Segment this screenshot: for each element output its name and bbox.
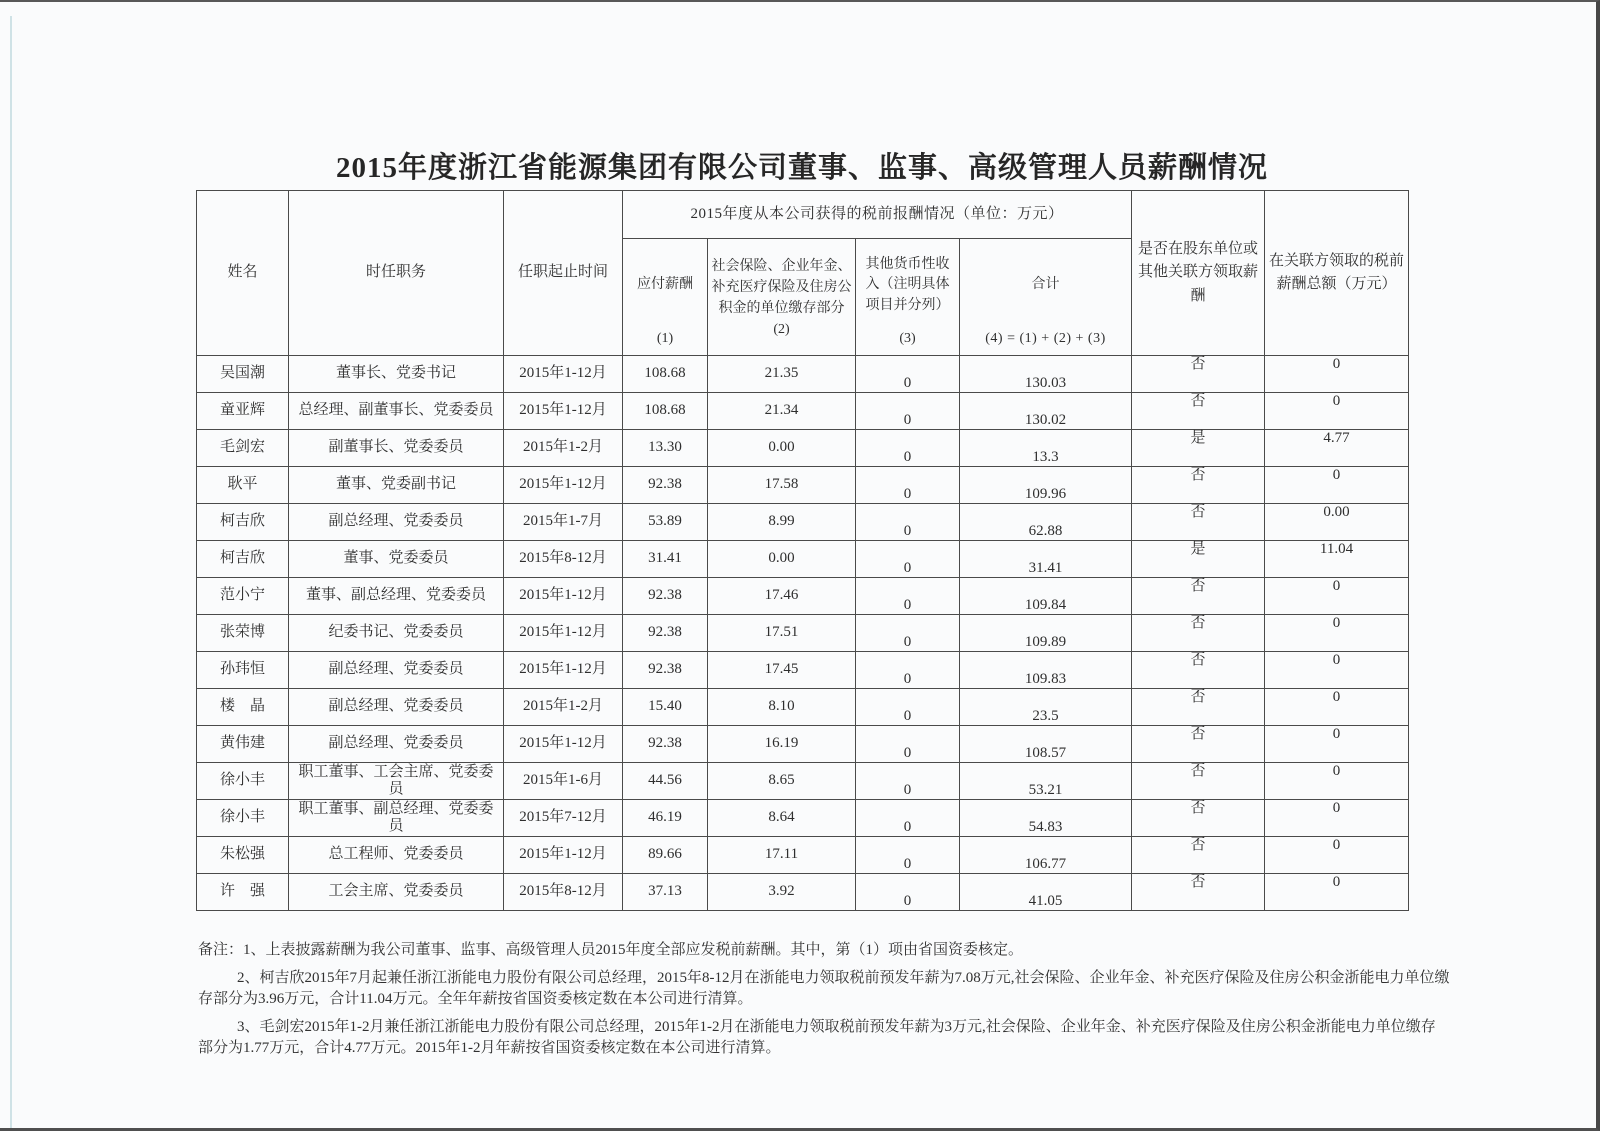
cell-related-party-amount: 0 bbox=[1265, 800, 1409, 837]
cell-term: 2015年1-12月 bbox=[504, 615, 623, 652]
cell-related-party-amount: 0 bbox=[1265, 652, 1409, 689]
cell-position: 董事长、党委书记 bbox=[289, 356, 504, 393]
cell-total: 54.83 bbox=[960, 800, 1132, 837]
table-row bbox=[197, 541, 1409, 578]
cell-term: 2015年1-6月 bbox=[504, 763, 623, 800]
cell-position: 副总经理、党委委员 bbox=[289, 652, 504, 689]
cell-payable-salary: 108.68 bbox=[623, 393, 708, 430]
cell-insurance-contribution: 8.64 bbox=[708, 800, 856, 837]
cell-total: 130.03 bbox=[960, 356, 1132, 393]
cell-other-income: 0 bbox=[856, 578, 960, 615]
header-position: 时任职务 bbox=[289, 191, 504, 356]
cell-term: 2015年1-2月 bbox=[504, 689, 623, 726]
table-row bbox=[197, 615, 1409, 652]
cell-insurance-contribution: 17.51 bbox=[708, 615, 856, 652]
cell-insurance-contribution: 8.10 bbox=[708, 689, 856, 726]
note-line-2: 2、柯吉欣2015年7月起兼任浙江浙能电力股份有限公司总经理，2015年8-12月在浙能电力领取税前预发年薪为7.08万元,社会保险、企业年金、补充医疗保险及住房公积金浙能电力单位缴存部分为3.96万元，合计11.04万元。全年年薪按省国资委核定数在本公司进行清算。 bbox=[198, 970, 1450, 1007]
cell-name: 许 强 bbox=[197, 874, 289, 911]
header-payable-num: (1) bbox=[656, 331, 674, 347]
cell-payable-salary: 46.19 bbox=[623, 800, 708, 837]
cell-term: 2015年1-12月 bbox=[504, 726, 623, 763]
cell-payable-salary: 37.13 bbox=[623, 874, 708, 911]
cell-term: 2015年1-12月 bbox=[504, 578, 623, 615]
note-line-1 bbox=[198, 940, 1450, 961]
cell-name: 范小宁 bbox=[197, 578, 289, 615]
cell-other-income: 0 bbox=[856, 763, 960, 800]
cell-name: 孙玮恒 bbox=[197, 652, 289, 689]
cell-other-income: 0 bbox=[856, 393, 960, 430]
cell-position: 总工程师、党委委员 bbox=[289, 837, 504, 874]
cell-term: 2015年1-12月 bbox=[504, 652, 623, 689]
cell-related-party-flag: 否 bbox=[1132, 726, 1265, 763]
cell-total: 109.89 bbox=[960, 615, 1132, 652]
cell-name: 张荣博 bbox=[197, 615, 289, 652]
cell-related-party-flag: 否 bbox=[1132, 504, 1265, 541]
cell-related-party-amount: 0 bbox=[1265, 763, 1409, 800]
header-payable-label: 应付薪酬 bbox=[637, 277, 693, 293]
note-text-1: 1、上表披露薪酬为我公司董事、监事、高级管理人员2015年度全部应发税前薪酬。其中，第（1）项由省国资委核定。 bbox=[243, 942, 1024, 958]
header-name: 姓名 bbox=[197, 191, 289, 356]
cell-position: 董事、党委委员 bbox=[289, 541, 504, 578]
header-insurance-num: (2) bbox=[773, 322, 790, 337]
table-row bbox=[197, 689, 1409, 726]
cell-name: 毛剑宏 bbox=[197, 430, 289, 467]
cell-related-party-flag: 是 bbox=[1132, 430, 1265, 467]
cell-payable-salary: 44.56 bbox=[623, 763, 708, 800]
cell-payable-salary: 92.38 bbox=[623, 726, 708, 763]
cell-insurance-contribution: 21.34 bbox=[708, 393, 856, 430]
cell-other-income: 0 bbox=[856, 800, 960, 837]
cell-payable-salary: 89.66 bbox=[623, 837, 708, 874]
cell-related-party-flag: 否 bbox=[1132, 763, 1265, 800]
cell-total: 23.5 bbox=[960, 689, 1132, 726]
cell-name: 耿平 bbox=[197, 467, 289, 504]
cell-total: 31.41 bbox=[960, 541, 1132, 578]
cell-total: 53.21 bbox=[960, 763, 1132, 800]
cell-total: 109.83 bbox=[960, 652, 1132, 689]
cell-name: 柯吉欣 bbox=[197, 541, 289, 578]
cell-other-income: 0 bbox=[856, 837, 960, 874]
cell-payable-salary: 15.40 bbox=[623, 689, 708, 726]
cell-related-party-amount: 0 bbox=[1265, 689, 1409, 726]
cell-position: 职工董事、副总经理、党委委员 bbox=[289, 800, 504, 837]
cell-name: 徐小丰 bbox=[197, 800, 289, 837]
cell-term: 2015年7-12月 bbox=[504, 800, 623, 837]
cell-insurance-contribution: 8.99 bbox=[708, 504, 856, 541]
cell-related-party-flag: 是 bbox=[1132, 541, 1265, 578]
cell-related-party-amount: 0.00 bbox=[1265, 504, 1409, 541]
cell-payable-salary: 53.89 bbox=[623, 504, 708, 541]
cell-insurance-contribution: 16.19 bbox=[708, 726, 856, 763]
cell-insurance-contribution: 0.00 bbox=[708, 430, 856, 467]
note-line-3: 3、毛剑宏2015年1-2月兼任浙江浙能电力股份有限公司总经理，2015年1-2月在浙能电力领取税前预发年薪为3万元,社会保险、企业年金、补充医疗保险及住房公积金浙能电力单位缴存部分为1.77万元，合计4.77万元。2015年1-2月年薪按省国资委核定数在本公司进行清算。 bbox=[198, 1019, 1436, 1056]
cell-insurance-contribution: 8.65 bbox=[708, 763, 856, 800]
cell-total: 109.96 bbox=[960, 467, 1132, 504]
table-row bbox=[197, 726, 1409, 763]
document-title: 2015年度浙江省能源集团有限公司董事、监事、高级管理人员薪酬情况 bbox=[335, 152, 1268, 185]
cell-related-party-amount: 11.04 bbox=[1265, 541, 1409, 578]
table-body bbox=[197, 356, 1409, 911]
cell-payable-salary: 92.38 bbox=[623, 615, 708, 652]
cell-total: 106.77 bbox=[960, 837, 1132, 874]
cell-related-party-amount: 0 bbox=[1265, 393, 1409, 430]
notes-label: 备注： bbox=[198, 942, 244, 958]
salary-table bbox=[196, 190, 1409, 911]
cell-position: 职工董事、工会主席、党委委员 bbox=[289, 763, 504, 800]
cell-term: 2015年8-12月 bbox=[504, 874, 623, 911]
cell-insurance-contribution: 17.58 bbox=[708, 467, 856, 504]
cell-related-party-amount: 0 bbox=[1265, 467, 1409, 504]
cell-related-party-amount: 0 bbox=[1265, 356, 1409, 393]
cell-other-income: 0 bbox=[856, 430, 960, 467]
table-row bbox=[197, 430, 1409, 467]
cell-insurance-contribution: 17.11 bbox=[708, 837, 856, 874]
cell-other-income: 0 bbox=[856, 652, 960, 689]
cell-other-income: 0 bbox=[856, 467, 960, 504]
cell-name: 楼 晶 bbox=[197, 689, 289, 726]
cell-position: 副总经理、党委委员 bbox=[289, 689, 504, 726]
table-header bbox=[197, 191, 1409, 356]
cell-insurance-contribution: 0.00 bbox=[708, 541, 856, 578]
cell-related-party-amount: 0 bbox=[1265, 615, 1409, 652]
header-total-label: 合计 bbox=[1031, 277, 1060, 293]
cell-position: 纪委书记、党委委员 bbox=[289, 615, 504, 652]
table-row bbox=[197, 467, 1409, 504]
cell-other-income: 0 bbox=[856, 356, 960, 393]
table-row bbox=[197, 504, 1409, 541]
cell-payable-salary: 108.68 bbox=[623, 356, 708, 393]
cell-related-party-flag: 否 bbox=[1132, 393, 1265, 430]
cell-total: 62.88 bbox=[960, 504, 1132, 541]
cell-insurance-contribution: 17.45 bbox=[708, 652, 856, 689]
cell-total: 13.3 bbox=[960, 430, 1132, 467]
header-insurance-label: 社会保险、企业年金、补充医疗保险及住房公积金的单位缴存部分 bbox=[711, 259, 852, 316]
cell-position: 副总经理、党委委员 bbox=[289, 726, 504, 763]
table-row bbox=[197, 356, 1409, 393]
cell-related-party-flag: 否 bbox=[1132, 652, 1265, 689]
cell-total: 108.57 bbox=[960, 726, 1132, 763]
table-row bbox=[197, 800, 1409, 837]
cell-related-party-flag: 否 bbox=[1132, 467, 1265, 504]
header-payable-salary bbox=[623, 239, 708, 356]
cell-insurance-contribution: 21.35 bbox=[708, 356, 856, 393]
cell-term: 2015年1-12月 bbox=[504, 837, 623, 874]
cell-payable-salary: 31.41 bbox=[623, 541, 708, 578]
cell-other-income: 0 bbox=[856, 504, 960, 541]
cell-position: 工会主席、党委委员 bbox=[289, 874, 504, 911]
cell-related-party-flag: 否 bbox=[1132, 800, 1265, 837]
cell-payable-salary: 92.38 bbox=[623, 578, 708, 615]
cell-related-party-amount: 0 bbox=[1265, 578, 1409, 615]
table-row bbox=[197, 837, 1409, 874]
header-other-num: (3) bbox=[899, 331, 916, 347]
header-term: 任职起止时间 bbox=[504, 191, 623, 356]
cell-term: 2015年1-12月 bbox=[504, 467, 623, 504]
cell-name: 徐小丰 bbox=[197, 763, 289, 800]
scanner-edge-line bbox=[10, 16, 12, 1131]
cell-name: 柯吉欣 bbox=[197, 504, 289, 541]
cell-name: 朱松强 bbox=[197, 837, 289, 874]
cell-related-party-amount: 0 bbox=[1265, 726, 1409, 763]
cell-related-party-amount: 4.77 bbox=[1265, 430, 1409, 467]
table-row bbox=[197, 578, 1409, 615]
cell-other-income: 0 bbox=[856, 615, 960, 652]
cell-related-party-flag: 否 bbox=[1132, 578, 1265, 615]
header-other-income bbox=[856, 239, 960, 356]
cell-position: 副董事长、党委委员 bbox=[289, 430, 504, 467]
header-related-amount: 在关联方领取的税前薪酬总额（万元） bbox=[1265, 191, 1409, 356]
header-total bbox=[960, 239, 1132, 356]
cell-position: 董事、党委副书记 bbox=[289, 467, 504, 504]
cell-other-income: 0 bbox=[856, 541, 960, 578]
cell-related-party-flag: 否 bbox=[1132, 837, 1265, 874]
cell-related-party-flag: 否 bbox=[1132, 874, 1265, 911]
cell-name: 黄伟建 bbox=[197, 726, 289, 763]
cell-payable-salary: 92.38 bbox=[623, 652, 708, 689]
cell-other-income: 0 bbox=[856, 726, 960, 763]
table-row bbox=[197, 393, 1409, 430]
header-other-label: 其他货币性收入（注明具体项目并分列） bbox=[865, 257, 950, 313]
header-insurance-contribution bbox=[708, 239, 856, 356]
cell-total: 109.84 bbox=[960, 578, 1132, 615]
cell-other-income: 0 bbox=[856, 689, 960, 726]
cell-other-income: 0 bbox=[856, 874, 960, 911]
cell-payable-salary: 92.38 bbox=[623, 467, 708, 504]
cell-insurance-contribution: 3.92 bbox=[708, 874, 856, 911]
cell-related-party-flag: 否 bbox=[1132, 356, 1265, 393]
table-row bbox=[197, 652, 1409, 689]
header-related-question: 是否在股东单位或其他关联方领取薪酬 bbox=[1132, 191, 1265, 356]
cell-name: 吴国潮 bbox=[197, 356, 289, 393]
notes-section bbox=[198, 940, 1450, 1065]
header-total-formula: (4) = (1) + (2) + (3) bbox=[985, 331, 1106, 347]
cell-term: 2015年1-7月 bbox=[504, 504, 623, 541]
cell-related-party-amount: 0 bbox=[1265, 837, 1409, 874]
cell-related-party-flag: 否 bbox=[1132, 689, 1265, 726]
cell-related-party-flag: 否 bbox=[1132, 615, 1265, 652]
cell-total: 130.02 bbox=[960, 393, 1132, 430]
table-row bbox=[197, 874, 1409, 911]
cell-total: 41.05 bbox=[960, 874, 1132, 911]
cell-position: 副总经理、党委委员 bbox=[289, 504, 504, 541]
cell-position: 总经理、副董事长、党委委员 bbox=[289, 393, 504, 430]
cell-term: 2015年1-12月 bbox=[504, 393, 623, 430]
cell-payable-salary: 13.30 bbox=[623, 430, 708, 467]
header-compensation-group: 2015年度从本公司获得的税前报酬情况（单位：万元） bbox=[623, 191, 1132, 239]
cell-term: 2015年1-2月 bbox=[504, 430, 623, 467]
cell-insurance-contribution: 17.46 bbox=[708, 578, 856, 615]
cell-position: 董事、副总经理、党委委员 bbox=[289, 578, 504, 615]
table-row bbox=[197, 763, 1409, 800]
cell-related-party-amount: 0 bbox=[1265, 874, 1409, 911]
cell-name: 童亚辉 bbox=[197, 393, 289, 430]
cell-term: 2015年8-12月 bbox=[504, 541, 623, 578]
cell-term: 2015年1-12月 bbox=[504, 356, 623, 393]
